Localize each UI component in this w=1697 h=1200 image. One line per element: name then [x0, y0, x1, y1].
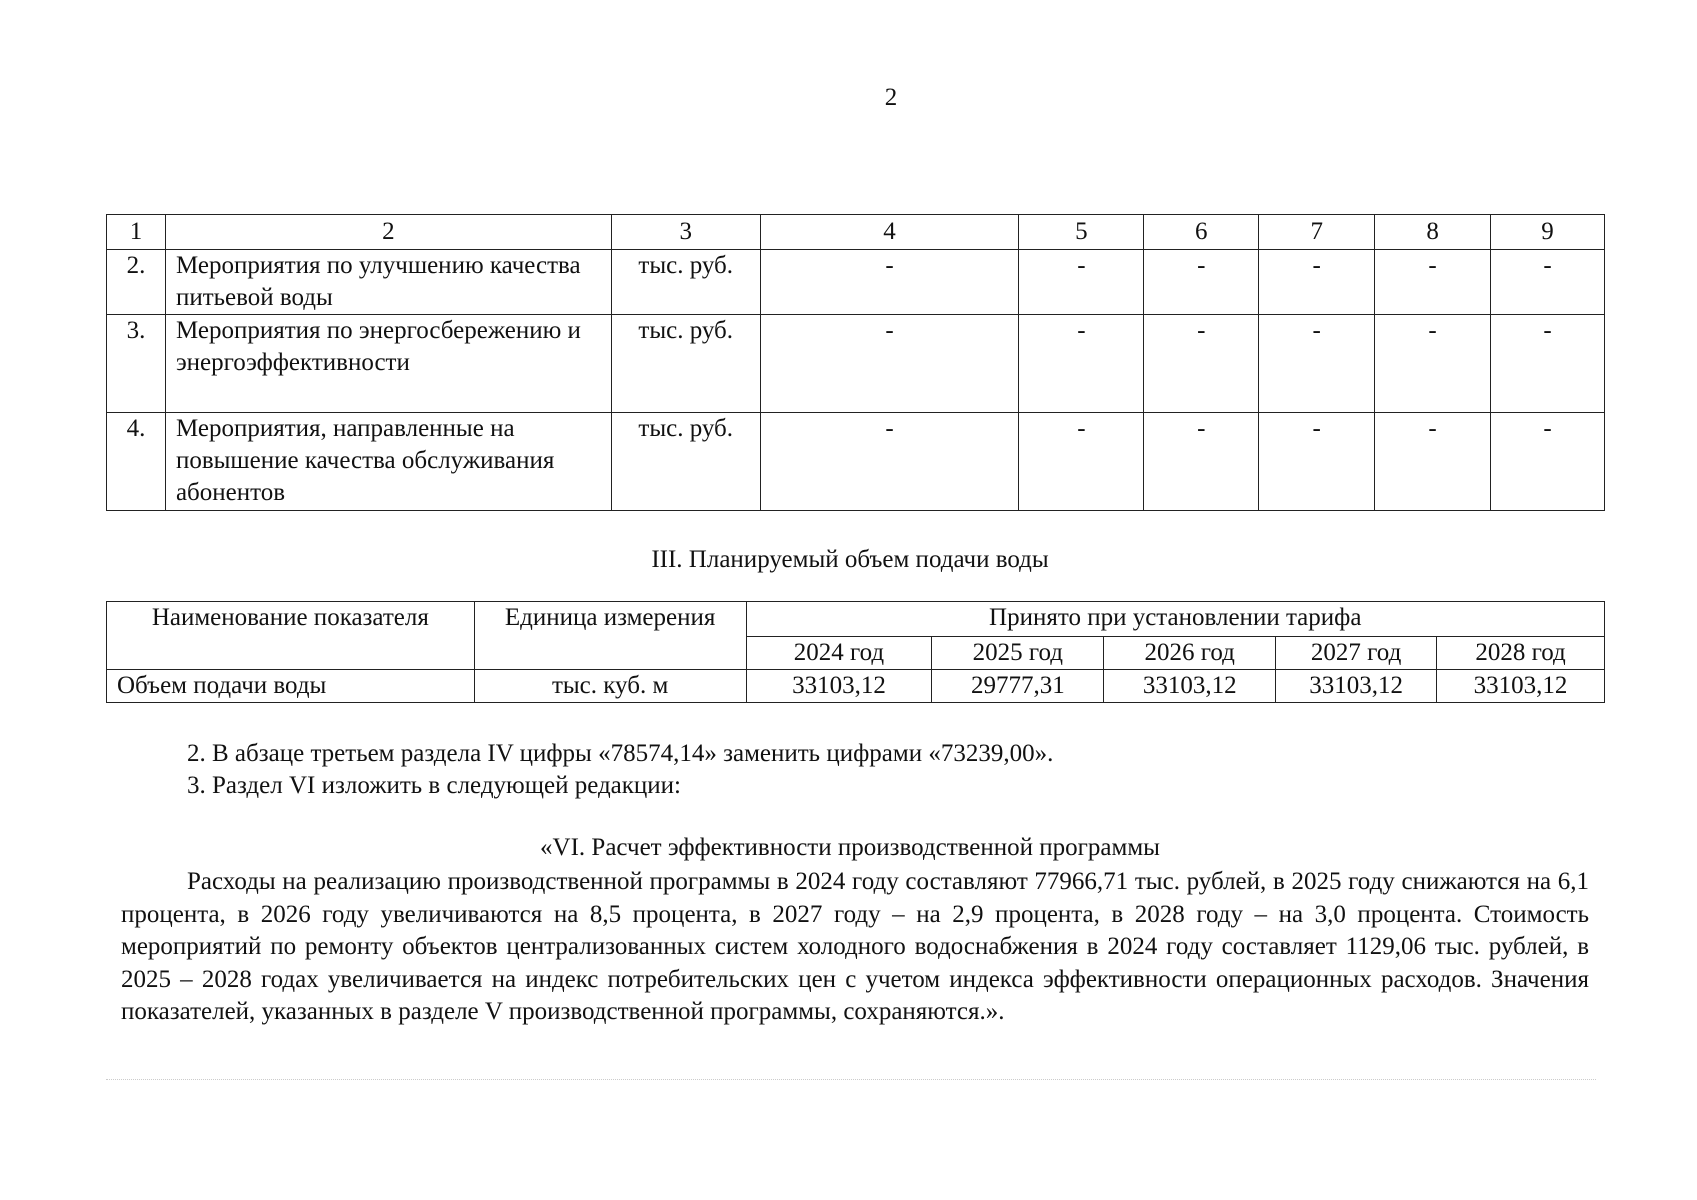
table-header-row: [107, 215, 1605, 250]
amendment-paragraph: 2. В абзаце третьем раздела IV цифры «78574,14» заменить цифрами «73239,00».: [187, 740, 1054, 767]
value-cell: -: [760, 413, 1019, 511]
value-cell: 33103,12: [746, 670, 932, 703]
row-number: 4.: [107, 413, 166, 511]
value-cell: -: [1375, 413, 1491, 511]
activity-name: Мероприятия, направленные на повышение качества обслуживания абонентов: [165, 413, 611, 511]
amendment-paragraph: 3. Раздел VI изложить в следующей редакции:: [187, 772, 682, 799]
column-header: 6: [1144, 215, 1259, 250]
column-header: 8: [1375, 215, 1491, 250]
table-row: [107, 670, 1605, 703]
year-header: 2027 год: [1276, 637, 1437, 670]
scan-artifact-divider: [106, 1079, 1596, 1082]
year-header: 2028 год: [1437, 637, 1605, 670]
activities-table: [106, 214, 1605, 511]
value-cell: 29777,31: [932, 670, 1104, 703]
column-header: 1: [107, 215, 166, 250]
column-header: 2: [165, 215, 611, 250]
column-header: 5: [1019, 215, 1144, 250]
unit-cell: тыс. куб. м: [474, 670, 746, 703]
value-cell: -: [1375, 250, 1491, 315]
value-cell: 33103,12: [1104, 670, 1276, 703]
column-header: 3: [611, 215, 760, 250]
table-row: [107, 250, 1605, 315]
unit-cell: тыс. руб.: [611, 250, 760, 315]
value-cell: -: [1019, 315, 1144, 413]
column-header: 4: [760, 215, 1019, 250]
table-row: [107, 315, 1605, 413]
indicator-name: Объем подачи воды: [107, 670, 475, 703]
column-header: Единица измерения: [474, 602, 746, 670]
value-cell: -: [1491, 315, 1605, 413]
value-cell: -: [1144, 413, 1259, 511]
unit-cell: тыс. руб.: [611, 413, 760, 511]
value-cell: -: [1375, 315, 1491, 413]
year-header: 2026 год: [1104, 637, 1276, 670]
value-cell: -: [1144, 250, 1259, 315]
column-header: 7: [1259, 215, 1375, 250]
value-cell: -: [760, 315, 1019, 413]
value-cell: -: [1491, 250, 1605, 315]
body-paragraph: Расходы на реализацию производственной программы в 2024 году составляют 77966,71 тыс. рублей, в 2025 году снижаются на 6,1 процента, в 2026 году увеличиваются на 8,5 процента, в 2027 году – на 2,9 процента, в 2028 году – на 3,0 процента. Стоимость мероприятий по ремонту объектов централизованных систем холодного водоснабжения в 2024 году составляет 1129,06 тыс. рублей, в 2025 – 2028 годах увеличивается на индекс потребительских цен с учетом индекса эффективности операционных расходов. Значения показателей, указанных в разделе V производственной программы, сохраняются.».: [121, 868, 1589, 1025]
water-supply-table: [106, 601, 1605, 703]
activity-name: Мероприятия по улучшению качества питьевой воды: [165, 250, 611, 315]
value-cell: 33103,12: [1437, 670, 1605, 703]
value-cell: -: [1259, 250, 1375, 315]
value-cell: -: [1259, 315, 1375, 413]
value-cell: -: [1019, 413, 1144, 511]
table-row: [107, 413, 1605, 511]
value-cell: 33103,12: [1276, 670, 1437, 703]
table-header-row: [107, 602, 1605, 637]
activity-name: Мероприятия по энергосбережению и энергоэффективности: [165, 315, 611, 413]
row-number: 2.: [107, 250, 166, 315]
column-group-header: Принято при установлении тарифа: [746, 602, 1605, 637]
value-cell: -: [1491, 413, 1605, 511]
year-header: 2024 год: [746, 637, 932, 670]
year-header: 2025 год: [932, 637, 1104, 670]
column-header: 9: [1491, 215, 1605, 250]
value-cell: -: [1259, 413, 1375, 511]
page-number: 2: [884, 84, 898, 111]
section-title: III. Планируемый объем подачи воды: [651, 546, 1049, 573]
value-cell: -: [760, 250, 1019, 315]
row-number: 3.: [107, 315, 166, 413]
column-header: Наименование показателя: [107, 602, 475, 670]
value-cell: -: [1019, 250, 1144, 315]
value-cell: -: [1144, 315, 1259, 413]
section-title: «VI. Расчет эффективности производственной программы: [540, 834, 1160, 861]
unit-cell: тыс. руб.: [611, 315, 760, 413]
